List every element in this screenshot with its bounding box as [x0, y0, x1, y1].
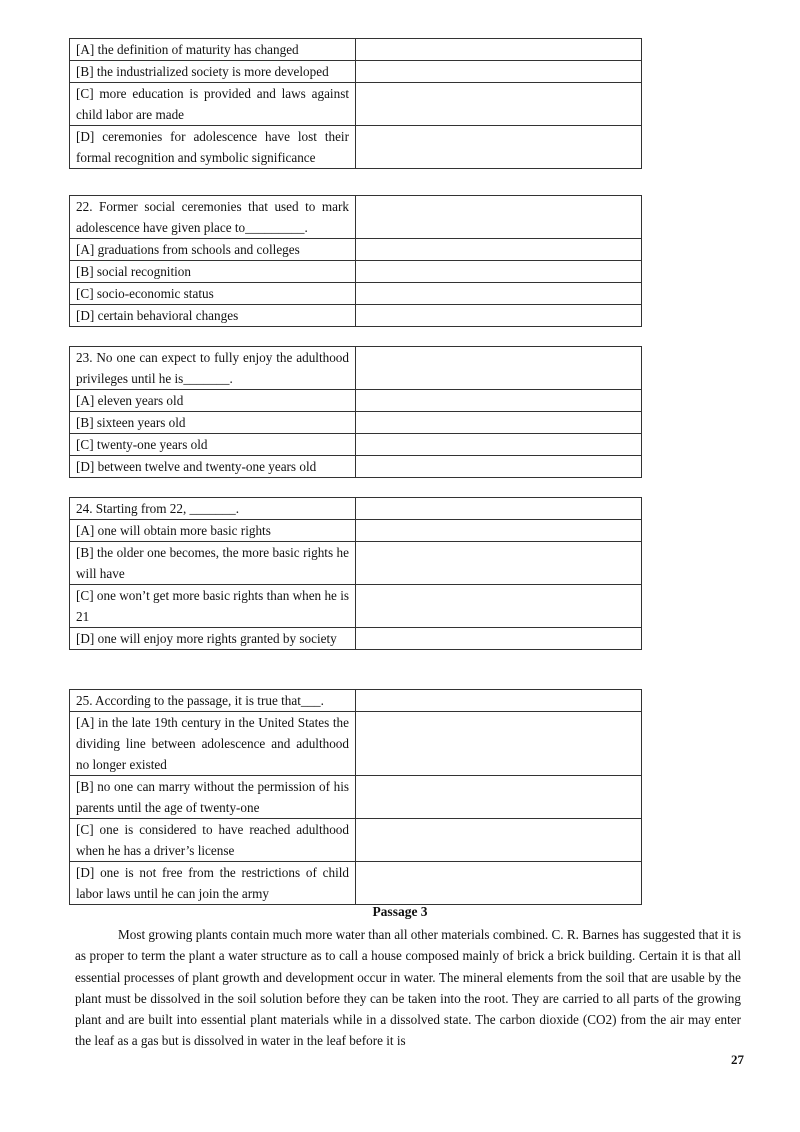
answer-cell	[356, 520, 642, 542]
option-row	[70, 628, 642, 650]
option-row	[70, 456, 642, 478]
answer-cell	[356, 83, 642, 126]
option-a: [A] eleven years old	[70, 390, 356, 412]
answer-cell	[356, 126, 642, 169]
passage-body: Most growing plants contain much more water than all other materials combined. C. R. Barnes has suggested that it is as proper to term the plant a water structure as to call a house composed mainly of brick a brick building. Certain it is that all essential processes of plant growth and development occur in water. The mineral elements from the soil that are usable by the plant must be dissolved in the soil solution before they can be taken into the root. They are carried to all parts of the growing plant and are built into essential plant materials while in a dissolved state. The carbon dioxide (CO2) from the air may enter the leaf as a gas but is dissolved in water in the leaf before it is	[75, 927, 741, 1049]
question-stem: 22. Former social ceremonies that used to mark adolescence have given place to_________.	[70, 196, 356, 239]
question-stem: 25. According to the passage, it is true that___.	[70, 690, 356, 712]
page-number: 27	[731, 1052, 744, 1067]
answer-cell	[356, 61, 642, 83]
option-row	[70, 61, 642, 83]
option-d: [D] between twelve and twenty-one years old	[70, 456, 356, 478]
option-row	[70, 261, 642, 283]
option-d: [D] one is not free from the restrictions of child labor laws until he can join the army	[70, 862, 356, 905]
answer-cell	[356, 434, 642, 456]
option-b: [B] the industrialized society is more developed	[70, 61, 356, 83]
answer-cell	[356, 390, 642, 412]
option-d: [D] certain behavioral changes	[70, 305, 356, 327]
option-row	[70, 39, 642, 61]
question-24-table	[69, 497, 642, 650]
option-row	[70, 239, 642, 261]
option-a: [A] in the late 19th century in the United States the dividing line between adolescence and adulthood no longer existed	[70, 712, 356, 776]
option-b: [B] social recognition	[70, 261, 356, 283]
question-row	[70, 196, 642, 239]
answer-cell	[356, 347, 642, 390]
option-row	[70, 390, 642, 412]
option-row	[70, 819, 642, 862]
answer-cell	[356, 542, 642, 585]
option-c: [C] one is considered to have reached adulthood when he has a driver’s license	[70, 819, 356, 862]
option-c: [C] socio-economic status	[70, 283, 356, 305]
option-row	[70, 283, 642, 305]
option-d: [D] ceremonies for adolescence have lost their formal recognition and symbolic significance	[70, 126, 356, 169]
option-row	[70, 585, 642, 628]
question-row	[70, 690, 642, 712]
answer-cell	[356, 39, 642, 61]
option-row	[70, 305, 642, 327]
question-row	[70, 347, 642, 390]
option-b: [B] the older one becomes, the more basic rights he will have	[70, 542, 356, 585]
option-b: [B] sixteen years old	[70, 412, 356, 434]
answer-cell	[356, 776, 642, 819]
option-row	[70, 412, 642, 434]
question-stem: 24. Starting from 22, _______.	[70, 498, 356, 520]
question-stem: 23. No one can expect to fully enjoy the adulthood privileges until he is_______.	[70, 347, 356, 390]
question-25-table	[69, 689, 642, 905]
option-row	[70, 542, 642, 585]
option-a: [A] graduations from schools and colleges	[70, 239, 356, 261]
answer-cell	[356, 412, 642, 434]
passage-title: Passage 3	[372, 904, 428, 919]
option-row	[70, 520, 642, 542]
answer-cell	[356, 628, 642, 650]
option-c: [C] one won’t get more basic rights than when he is 21	[70, 585, 356, 628]
option-row	[70, 712, 642, 776]
option-c: [C] twenty-one years old	[70, 434, 356, 456]
answer-cell	[356, 585, 642, 628]
option-d: [D] one will enjoy more rights granted by society	[70, 628, 356, 650]
question-23-table	[69, 346, 642, 478]
answer-cell	[356, 261, 642, 283]
answer-cell	[356, 498, 642, 520]
option-c: [C] more education is provided and laws against child labor are made	[70, 83, 356, 126]
option-a: [A] one will obtain more basic rights	[70, 520, 356, 542]
option-row	[70, 126, 642, 169]
option-row	[70, 862, 642, 905]
answer-cell	[356, 456, 642, 478]
answer-cell	[356, 305, 642, 327]
answer-cell	[356, 690, 642, 712]
answer-cell	[356, 196, 642, 239]
option-row	[70, 776, 642, 819]
question-21-table	[69, 38, 642, 169]
answer-cell	[356, 712, 642, 776]
answer-cell	[356, 283, 642, 305]
answer-cell	[356, 239, 642, 261]
answer-cell	[356, 819, 642, 862]
option-row	[70, 434, 642, 456]
option-a: [A] the definition of maturity has changed	[70, 39, 356, 61]
option-row	[70, 83, 642, 126]
question-22-table	[69, 195, 642, 327]
answer-cell	[356, 862, 642, 905]
option-b: [B] no one can marry without the permission of his parents until the age of twenty-one	[70, 776, 356, 819]
question-row	[70, 498, 642, 520]
